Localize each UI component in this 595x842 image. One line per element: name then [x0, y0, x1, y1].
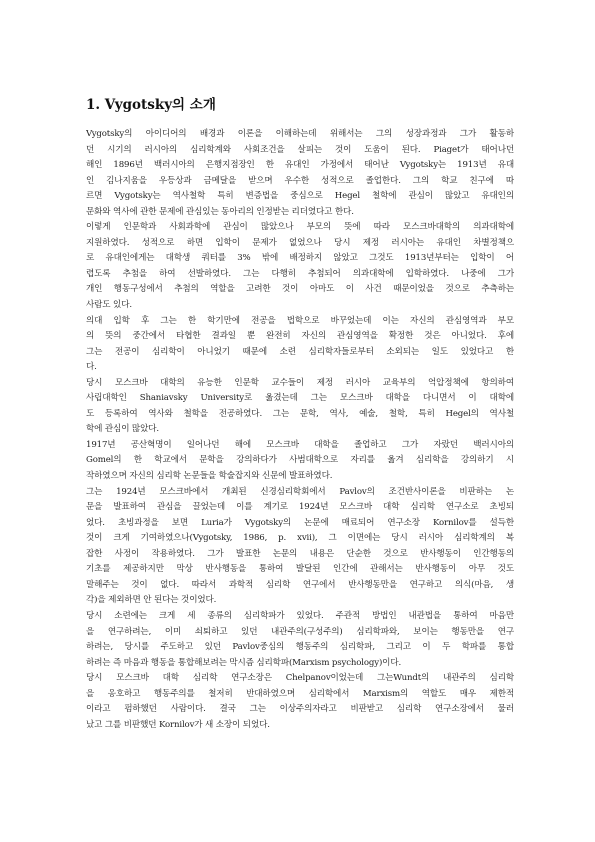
text-line: 개인 행동구성에서 추첨의 역할을 고려한 것이 아마도 이 사건 때문이었을 것으로 추측하는 — [86, 284, 514, 295]
text-line: 하려는, 당시를 주도하고 있던 Pavlov중심의 행동주의 심리학파, 그리고 이 두 학파를 통합 — [86, 642, 514, 653]
text-line: 다. — [86, 362, 97, 373]
text-line: 작하였으며 자신의 심리학 논문들을 학술잡지와 신문에 발표하였다. — [86, 471, 333, 482]
paragraph — [86, 127, 514, 220]
text-line: 하려는 즉 마음과 행동을 통합해보려는 막시즘 심리학파(Marxism psychology)이다. — [86, 657, 402, 668]
text-line: 었다. 초빙과정을 보면 Luria가 Vygotsky의 논문에 매료되어 연구소장 Kornilov를 설득한 — [86, 517, 514, 528]
paragraph — [86, 438, 514, 485]
text-line: 사람도 있다. — [86, 300, 132, 311]
paragraph — [86, 671, 514, 733]
text-line: 잡한 사정이 작용하였다. 그가 발표한 논문의 내용은 단순한 것으로 반사행동이 인간행동의 — [86, 548, 514, 559]
text-line: 기초를 제공하지만 막상 반사행동을 통하여 발달된 인간에 관해서는 반사행동이 아무 것도 — [86, 564, 514, 575]
text-line: 이라고 펌하했던 사람이다. 결국 그는 이상주의자라고 비판받고 심리학 연구소장에서 물러 — [86, 704, 514, 715]
text-line: 문을 발표하여 관심을 끌었는데 이를 계기로 1924년 모스크바 대학 심리학 연구소로 초빙되 — [86, 502, 514, 513]
paragraph — [86, 376, 514, 438]
text-line: Gomel의 한 학교에서 문학을 강의하다가 사범대학으로 자리를 옮겨 심리학을 강의하기 시 — [86, 455, 514, 466]
text-line: 당시 소련에는 크게 세 종류의 심리학파가 있었다. 주관적 방법인 내관법을 통하여 마음만 — [86, 610, 514, 621]
text-line: 그는 1924년 모스크바에서 개최된 신경심리학회에서 Pavlov의 조건반사이론을 비판하는 논 — [86, 486, 514, 497]
text-line: 났고 그를 비판했던 Kornilov가 새 소장이 되었다. — [86, 719, 270, 730]
text-line: 학에 관심이 많았다. — [86, 424, 159, 435]
paragraph — [86, 314, 514, 376]
text-line: 던 시기의 러시아의 심리학계와 사회조건을 살피는 것이 도움이 된다. Piaget가 태어나던 — [86, 144, 514, 155]
text-line: 당시 모스크바 대학 심리학 연구소장은 Chelpanov이었는데 그는Wundt의 내관주의 심리학 — [86, 673, 514, 684]
text-line: 의대 입학 후 그는 한 학기만에 전공을 법학으로 바꾸었는데 이는 자신의 관심영역과 부모 — [86, 315, 514, 326]
text-line: 그는 전공이 심리학이 아니었기 때문에 소련 심리학자들로부터 소외되는 일도 있었다고 한 — [86, 346, 514, 357]
section-title: 1. Vygotsky의 소개 — [86, 97, 216, 113]
text-line: 렵도록 추첨을 하여 선발하였다. 그는 다행히 추첨되어 의과대학에 입학하였다. 나중에 그가 — [86, 268, 514, 279]
text-line: 당시 모스크바 대학의 유능한 인문학 교수들이 제정 러시아 교육부의 억압정책에 항의하여 — [86, 377, 514, 388]
document-body — [86, 127, 514, 733]
text-line: 지원하였다. 성적으로 하면 입학이 문제가 없었으나 당시 제정 러시아는 유대인 차별정책으 — [86, 237, 514, 248]
text-line: 1917년 공산혁명이 일어나던 해에 모스크바 대학을 졸업하고 그가 자랐던 백러시아의 — [86, 439, 514, 450]
text-line: 로 유대인에게는 대학생 쿼터를 3% 밖에 배정하지 않았고 그것도 1913년부터는 입학이 어 — [86, 253, 514, 264]
text-line: 사립대학인 Shaniavsky University로 옮겼는데 그는 모스크바 대학을 다니면서 이 대학에 — [86, 393, 514, 404]
text-line: 도 등록하여 역사와 철학을 전공하였다. 그는 문학, 역사, 예술, 철학, 특히 Hegel의 역사철 — [86, 408, 514, 419]
text-line: Vygotsky의 아이디어의 배경과 이론을 이해하는데 위해서는 그의 성장과정과 그가 활동하 — [86, 129, 514, 139]
text-line: 문화와 역사에 관한 문제에 관심있는 동아리의 인정받는 리더였다고 한다. — [86, 206, 354, 217]
text-line: 이렇게 인문학과 사회과학에 관심이 많았으나 부모의 뜻에 따라 모스크바대학의 의과대학에 — [86, 222, 514, 233]
paragraph — [86, 220, 514, 313]
text-line: 해인 1896년 백러시아의 은행지점장인 한 유대인 가정에서 태어난 Vygotsky는 1913년 유대 — [86, 160, 514, 171]
text-line: 말해주는 것이 없다. 따라서 과학적 심리학 연구에서 반사행동만을 연구하고 의식(마음, 생 — [86, 579, 514, 590]
text-line: 의 뜻의 중간에서 타협한 결과일 뿐 완전히 자신의 관심영역을 확정한 것은 아니었다. 후에 — [86, 331, 514, 342]
text-line: 각)을 제외하면 안 된다는 것이었다. — [86, 595, 217, 606]
text-line: 을 옹호하고 행동주의를 철저히 반대하였으며 심리학에서 Marxism의 역할도 매우 제한적 — [86, 688, 514, 699]
paragraph — [86, 485, 514, 609]
text-line: 을 연구하려는, 이미 쇠퇴하고 있던 내관주의(구성주의) 심리학파와, 보이는 행동만을 연구 — [86, 626, 514, 637]
paragraph — [86, 609, 514, 671]
text-line: 르면 Vygotsky는 역사철학 특히 변증법을 중심으로 Hegel 철학에 관심이 많았고 유대인의 — [86, 191, 514, 202]
text-line: 인 김나지움을 우등상과 금메달을 받으며 우수한 성적으로 졸업한다. 그의 학교 친구에 따 — [86, 175, 514, 186]
text-line: 것이 크게 기여하였으나(Vygotsky, 1986, p. xvii), 그 이면에는 당시 러시아 심리학계의 복 — [86, 533, 514, 544]
